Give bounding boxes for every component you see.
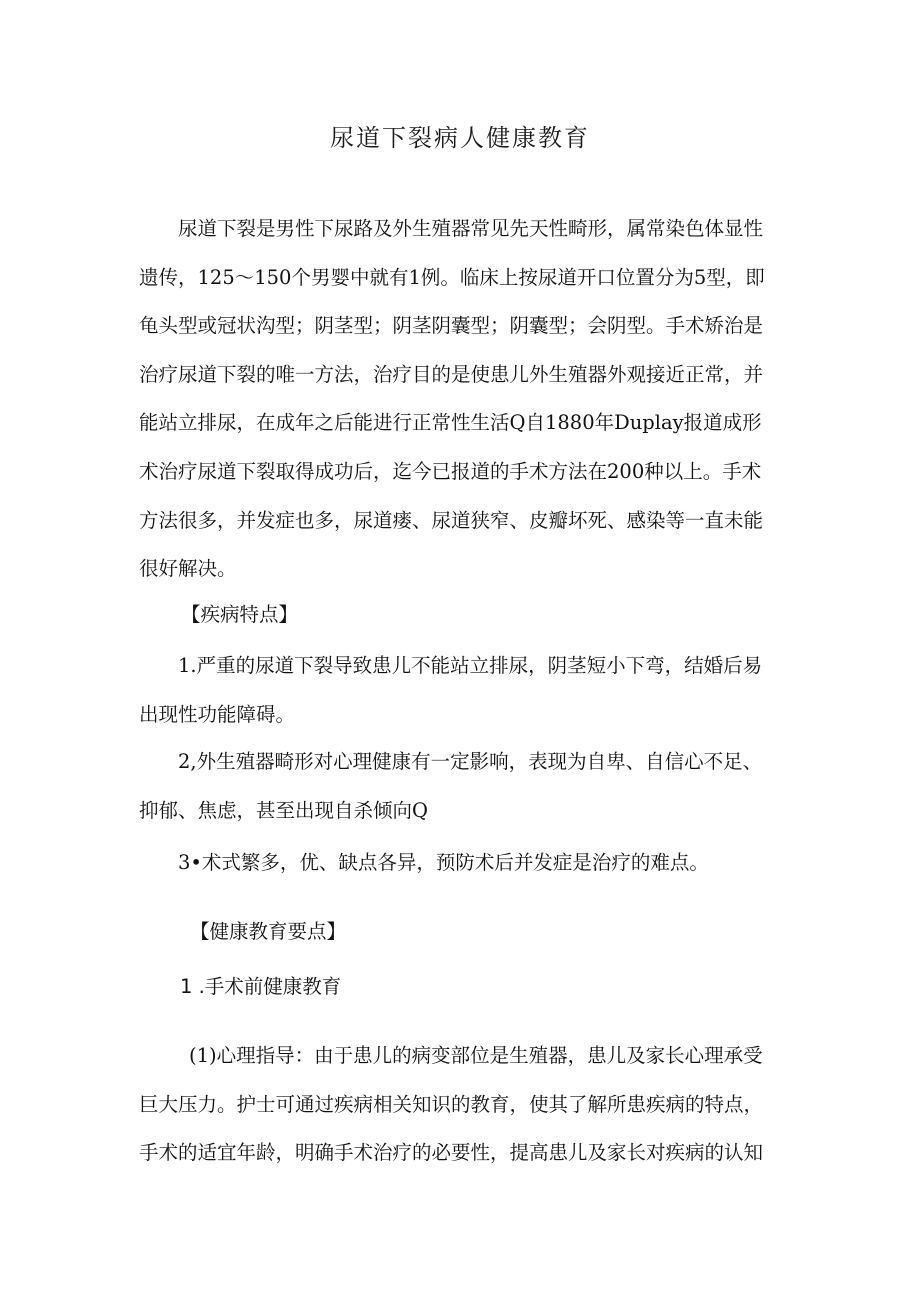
intro-line: 能站立排尿，在成年之后能进行正常性生活Q自1880年Duplay报道成形 <box>139 411 762 435</box>
disease-item-2-line: 2,外生殖器畸形对心理健康有一定影响，表现为自卑、自信心不足、 <box>178 750 763 773</box>
section-heading-disease: 【疾病特点】 <box>181 603 299 626</box>
disease-item-3: 3•术式繁多，优、缺点各异，预防术后并发症是治疗的难点。 <box>178 851 709 874</box>
disease-item-2-line: 抑郁、焦虑，甚至出现自杀倾向Q <box>139 798 428 822</box>
psych-line: 巨大压力。护士可通过疾病相关知识的教育，使其了解所患疾病的特点， <box>139 1092 764 1116</box>
psych-line: 手术的适宜年龄，明确手术治疗的必要性，提高患儿及家长对疾病的认知 <box>139 1141 764 1165</box>
intro-line: 遗传，125～150个男婴中就有1例。临床上按尿道开口位置分为5型，即 <box>139 265 765 289</box>
section-heading-education: 【健康教育要点】 <box>190 920 347 943</box>
intro-line: 术治疗尿道下裂取得成功后，迄今已报道的手术方法在200种以上。手术 <box>139 459 762 483</box>
psych-line: (1)心理指导：由于患儿的病变部位是生殖器，患儿及家长心理承受 <box>189 1044 763 1067</box>
intro-line: 方法很多，并发症也多，尿道瘘、尿道狭窄、皮瓣坏死、感染等一直未能 <box>139 508 764 532</box>
disease-item-1-line: 1.严重的尿道下裂导致患儿不能站立排尿，阴茎短小下弯，结婚后易 <box>178 654 763 677</box>
intro-line: 尿道下裂是男性下尿路及外生殖器常见先天性畸形，属常染色体显性 <box>178 217 764 240</box>
disease-item-2 <box>139 738 789 835</box>
intro-paragraph <box>139 205 789 594</box>
document-title: 尿道下裂病人健康教育 <box>330 124 590 152</box>
disease-item-1-line: 出现性功能障碍。 <box>139 702 296 726</box>
psych-guidance-paragraph <box>139 1032 789 1178</box>
intro-line: 龟头型或冠状沟型；阴茎型；阴茎阴囊型；阴囊型；会阴型。手术矫治是 <box>139 314 764 338</box>
disease-item-1 <box>139 642 789 739</box>
education-subheading-preop: 1 .手术前健康教育 <box>180 975 342 998</box>
intro-line: 治疗尿道下裂的唯一方法，治疗目的是使患儿外生殖器外观接近正常，并 <box>139 362 764 386</box>
intro-line: 很好解决。 <box>139 557 237 581</box>
